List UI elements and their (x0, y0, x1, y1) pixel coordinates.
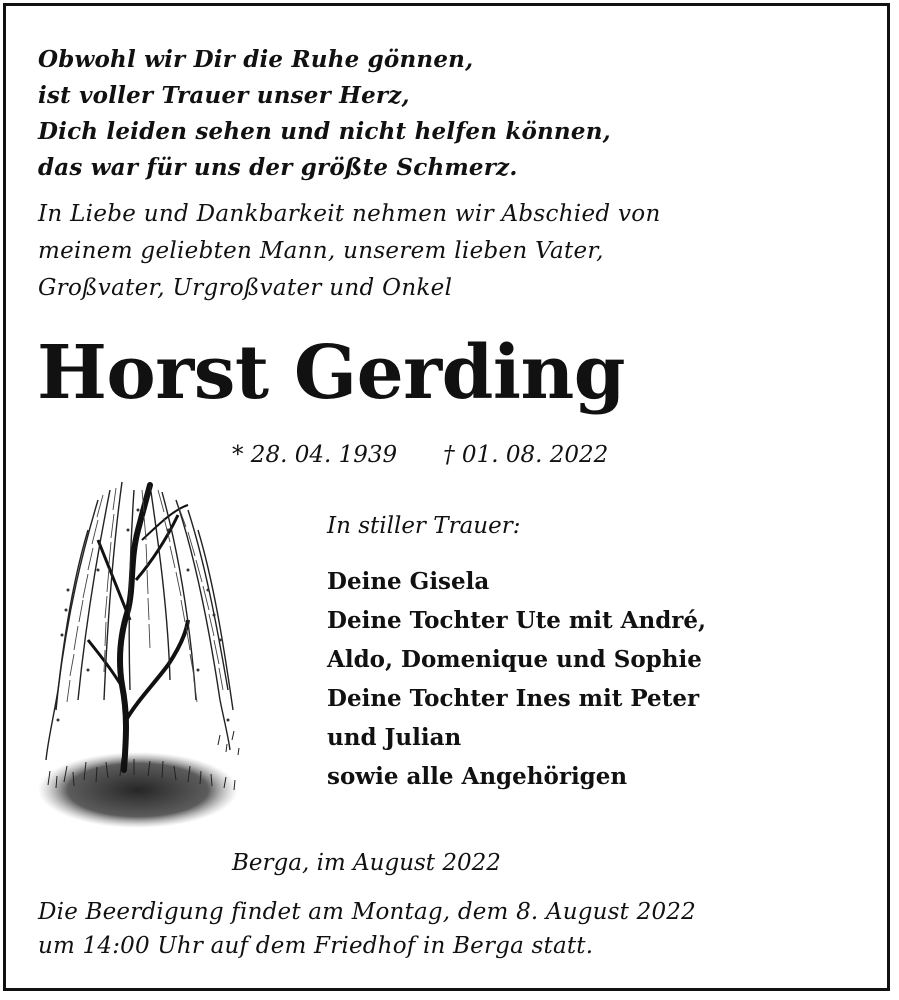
life-dates (232, 440, 608, 470)
poem-line: ist voller Trauer unser Herz, (38, 82, 410, 109)
funeral-notice (38, 895, 696, 963)
intro-line: Großvater, Urgroßvater und Onkel (38, 275, 453, 301)
mourning-heading: In stiller Trauer: (327, 513, 521, 539)
mourners-list (327, 562, 706, 796)
poem-line: Obwohl wir Dir die Ruhe gönnen, (38, 46, 474, 73)
mourner-line: Deine Tochter Ute mit André, (327, 607, 707, 634)
funeral-line: Die Beerdigung findet am Montag, dem 8. August 2022 (38, 899, 696, 925)
mourner-line: Deine Tochter Ines mit Peter (327, 685, 700, 712)
death-date: † 01. 08. 2022 (443, 442, 609, 468)
weeping-willow-icon (38, 470, 248, 840)
intro-line: meinem geliebten Mann, unserem lieben Vater, (38, 238, 604, 264)
poem-line: Dich leiden sehen und nicht helfen können, (38, 118, 611, 145)
intro-line: In Liebe und Dankbarkeit nehmen wir Abschied von (38, 201, 661, 227)
mourner-line: Deine Gisela (327, 568, 490, 595)
place-date: Berga, im August 2022 (232, 850, 501, 876)
deceased-name: Horst Gerding (37, 330, 626, 416)
poem-line: das war für uns der größte Schmerz. (38, 154, 518, 181)
mourner-line: Aldo, Domenique und Sophie (327, 646, 702, 673)
funeral-line: um 14:00 Uhr auf dem Friedhof in Berga statt. (38, 933, 594, 959)
mourner-line: und Julian (327, 724, 462, 751)
mourner-line: sowie alle Angehörigen (327, 763, 628, 790)
birth-date: * 28. 04. 1939 (232, 442, 398, 468)
poem (38, 42, 611, 186)
farewell-intro (38, 196, 661, 307)
